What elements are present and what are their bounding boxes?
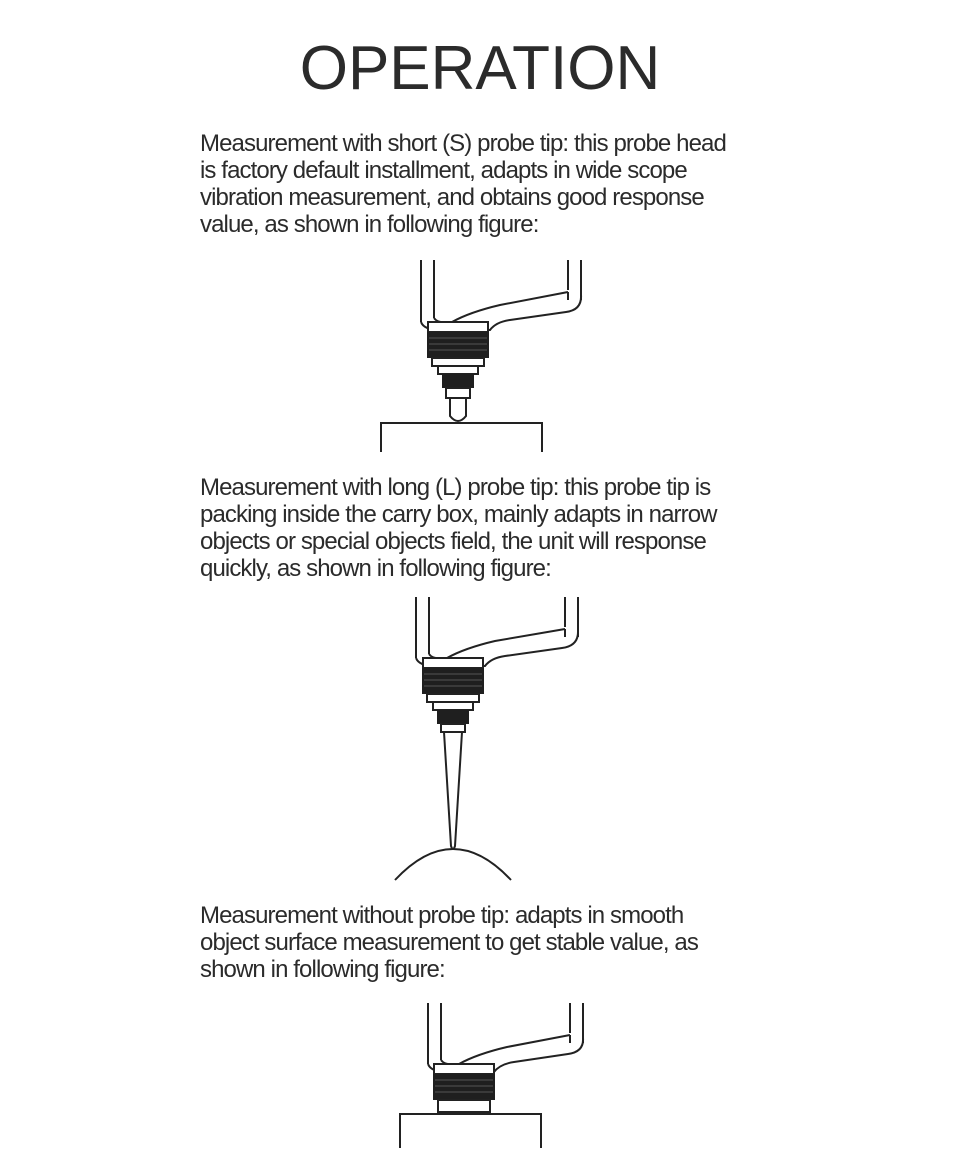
knurled-ring xyxy=(427,332,489,358)
text-line: objects or special objects field, the unit will response xyxy=(200,528,706,555)
device-neck xyxy=(416,632,578,666)
probe-nut xyxy=(437,710,469,724)
probe-collar xyxy=(438,366,478,374)
probe-collar xyxy=(432,358,484,366)
page-title: OPERATION xyxy=(299,34,661,103)
device-neck xyxy=(441,1035,570,1065)
text-line: vibration measurement, and obtains good response xyxy=(200,184,704,211)
probe-nut xyxy=(442,374,474,388)
knurled-ring xyxy=(433,1074,495,1100)
measured-object xyxy=(400,1114,541,1148)
probe-shaft xyxy=(446,388,470,398)
long-probe-tip xyxy=(444,732,462,849)
text-line: value, as shown in following figure: xyxy=(200,211,539,238)
text-line: Measurement without probe tip: adapts in smooth xyxy=(200,902,684,929)
device-neck xyxy=(429,629,565,659)
knurled-ring xyxy=(422,668,484,694)
device-neck xyxy=(434,292,568,323)
text-line: quickly, as shown in following figure: xyxy=(200,555,551,582)
text-line: Measurement with long (L) probe tip: this probe tip is xyxy=(200,474,711,501)
short-probe-tip xyxy=(450,398,466,421)
probe-collar xyxy=(438,1100,490,1112)
curved-object xyxy=(395,849,511,880)
probe-shaft xyxy=(441,724,465,732)
short-probe-description xyxy=(200,130,790,238)
text-line: shown in following figure: xyxy=(200,956,445,983)
probe-collar xyxy=(427,694,479,702)
text-line: packing inside the carry box, mainly adapts in narrow xyxy=(200,501,717,528)
device-neck xyxy=(421,295,581,330)
no-probe-description xyxy=(200,902,790,983)
text-line: object surface measurement to get stable value, as xyxy=(200,929,698,956)
text-line: Measurement with short (S) probe tip: this probe head xyxy=(200,130,726,157)
measured-object xyxy=(381,423,542,452)
probe-collar xyxy=(433,702,473,710)
text-line: is factory default installment, adapts in wide scope xyxy=(200,157,687,184)
device-neck xyxy=(428,1038,583,1072)
long-probe-description xyxy=(200,474,790,582)
